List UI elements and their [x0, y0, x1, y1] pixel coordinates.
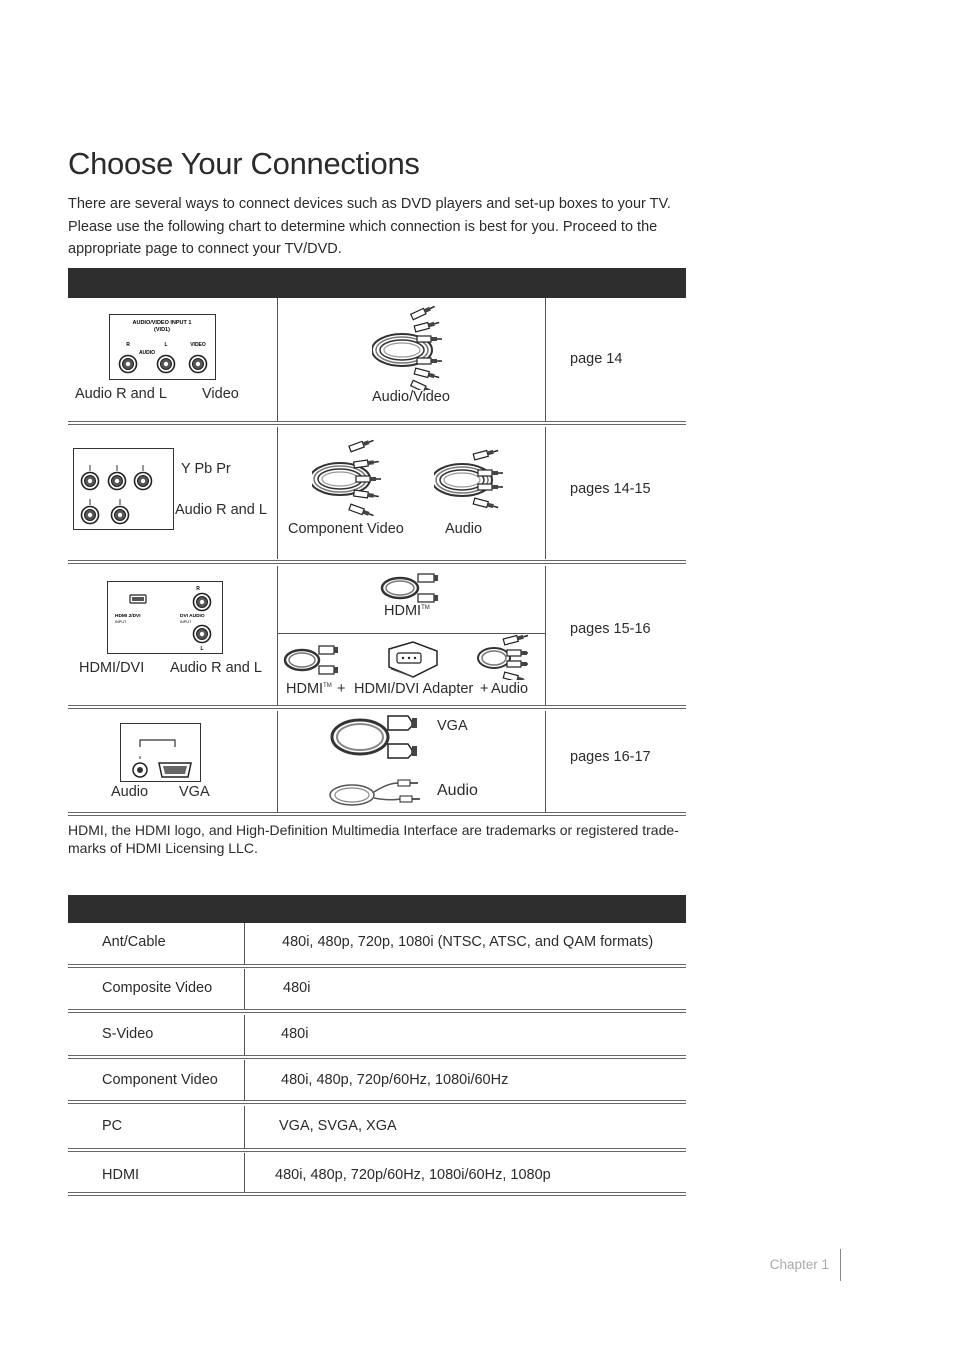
vga-cable-icon: [330, 712, 420, 767]
panel-hdmi-label: HDMI 2/DVI: [115, 614, 141, 619]
rca-jack-icon: [82, 473, 99, 490]
port-label: VGA: [179, 784, 210, 800]
panel-l-label: L: [200, 646, 204, 652]
port-label: Audio R and L: [75, 386, 167, 402]
divider: [545, 711, 546, 812]
port-label: Video: [202, 386, 239, 402]
vga-panel-illustration: [120, 723, 201, 787]
jack-video-label: VIDEO: [190, 342, 206, 348]
divider: [244, 923, 245, 964]
row-separator: [68, 1009, 686, 1013]
resolution-formats: 480i, 480p, 720p/60Hz, 1080i/60Hz: [281, 1072, 509, 1088]
resolution-input: PC: [102, 1118, 123, 1134]
resolution-input: Component Video: [102, 1072, 218, 1088]
jack-r-label: R: [126, 342, 130, 348]
resolution-formats: 480i, 480p, 720p, 1080i (NTSC, ATSC, and QAM formats): [282, 934, 654, 950]
rca-jack-icon: [135, 473, 152, 490]
cable-label: HDMI™: [384, 603, 430, 619]
jack-audio-label: AUDIO: [138, 350, 156, 356]
row-separator: [68, 421, 686, 425]
resolution-input: Ant/Cable: [102, 934, 166, 950]
row-separator: [68, 1100, 686, 1104]
rca-jack-icon: [158, 356, 175, 373]
row-separator: [68, 1148, 686, 1152]
page-reference: page 14: [570, 351, 623, 367]
cable-label: Audio/Video: [372, 389, 450, 405]
row-separator: [68, 560, 686, 564]
divider: [244, 1015, 245, 1055]
resolution-input: HDMI: [102, 1167, 140, 1183]
jack-l-label: L: [164, 342, 168, 348]
port-label: Audio R and L: [175, 502, 267, 518]
cable-label: Audio: [491, 681, 529, 697]
resolution-input: S-Video: [102, 1026, 154, 1042]
divider: [545, 298, 546, 421]
av-cable-icon: [372, 305, 452, 395]
resolution-formats: VGA, SVGA, XGA: [279, 1118, 397, 1134]
row-separator: [68, 964, 686, 968]
hdmi-dvi-adapter-icon: [383, 639, 443, 686]
divider: [244, 1106, 245, 1148]
panel-r-label: R: [196, 586, 200, 592]
audio-mini-cable-icon: [328, 775, 424, 814]
component-video-cable-icon: [312, 437, 384, 522]
row-separator: [68, 1192, 686, 1196]
resolution-formats: 480i: [283, 980, 311, 996]
divider: [244, 1060, 245, 1100]
divider: [277, 427, 278, 559]
audio-cable-icon: [434, 447, 506, 514]
port-label: HDMI/DVI: [79, 660, 145, 676]
page-reference: pages 15-16: [570, 621, 651, 637]
divider: [277, 298, 278, 421]
av-input-panel-illustration: [109, 314, 216, 385]
page-title: Choose Your Connections: [68, 146, 420, 181]
divider: [277, 566, 278, 705]
rca-jack-icon: [120, 356, 137, 373]
cable-label: Audio: [445, 521, 483, 537]
rca-jack-icon: [190, 356, 207, 373]
divider: [244, 1153, 245, 1192]
resolution-formats: 480i: [281, 1026, 309, 1042]
port-label: Y Pb Pr: [181, 461, 231, 477]
rca-jack-icon: [112, 507, 129, 524]
resolution-formats: 480i, 480p, 720p/60Hz, 1080i/60Hz, 1080p: [275, 1167, 551, 1183]
panel-dvi-input-label: INPUT: [180, 620, 192, 624]
connections-header-bar: [68, 268, 686, 298]
cable-label: Audio: [437, 782, 478, 799]
cable-label: HDMI™: [286, 681, 332, 697]
plus-sign: +: [480, 681, 489, 697]
divider: [244, 969, 245, 1009]
page-reference: pages 16-17: [570, 749, 651, 765]
panel-subtitle: (VID1): [154, 327, 170, 333]
panel-input-label: INPUT: [115, 620, 127, 624]
hdmi-dvi-panel-illustration: [107, 581, 223, 659]
resolution-input: Composite Video: [102, 980, 213, 996]
page-reference: pages 14-15: [570, 481, 651, 497]
panel-dvi-audio-label: DVI AUDIO: [180, 614, 205, 619]
hdmi-cable-icon: [282, 644, 340, 681]
footer-divider: [840, 1249, 841, 1281]
panel-title: AUDIO/VIDEO INPUT 1: [132, 320, 192, 326]
component-panel-illustration: [73, 448, 174, 535]
rca-jack-icon: [194, 594, 211, 611]
divider: [545, 566, 546, 705]
trademark-note: HDMI, the HDMI logo, and High-Definition Multimedia Interface are trademarks or registered trade-marks of HDMI Licensing LLC.: [68, 822, 679, 856]
port-label: Audio: [111, 784, 149, 800]
divider: [545, 427, 546, 559]
intro-paragraph: There are several ways to connect devices such as DVD players and set-up boxes to your TV. Please use the following chart to determine which connection is best for you. Proceed to the appropriate page to connect your TV/DVD.: [68, 196, 671, 257]
cable-label: Component Video: [288, 521, 404, 537]
footer-chapter: Chapter 1: [769, 1257, 829, 1272]
rca-jack-icon: [109, 473, 126, 490]
resolutions-header-bar: [68, 895, 686, 923]
rca-jack-icon: [82, 507, 99, 524]
row-separator: [68, 1055, 686, 1059]
rca-jack-icon: [194, 626, 211, 643]
cable-label: VGA: [437, 718, 468, 734]
divider: [277, 711, 278, 812]
plus-sign: +: [337, 681, 346, 697]
audio-cable-icon: [476, 634, 528, 685]
cable-label: HDMI/DVI Adapter: [354, 681, 474, 697]
row-separator: [68, 705, 686, 709]
port-label: Audio R and L: [170, 660, 262, 676]
